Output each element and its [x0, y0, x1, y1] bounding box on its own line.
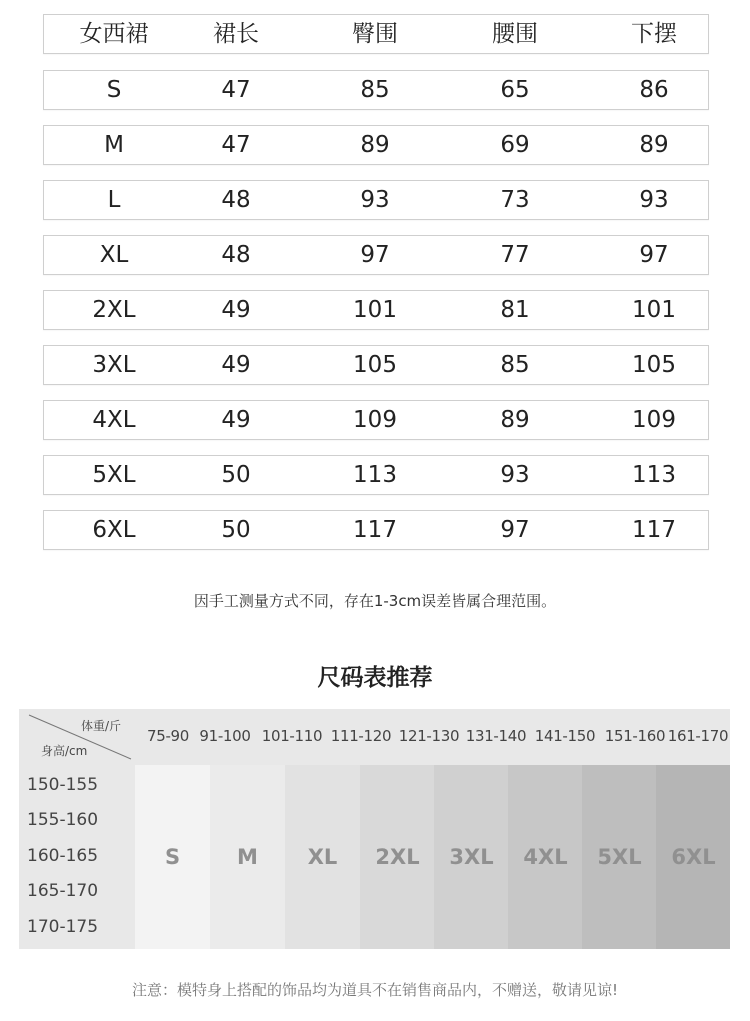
size-row-s	[43, 70, 709, 110]
height-range-label: 155-160	[27, 810, 99, 830]
size-row-2xl	[43, 290, 709, 330]
size-column-label: 2XL	[375, 845, 420, 869]
size-row-3xl	[43, 345, 709, 385]
hem-value: 89	[639, 132, 669, 158]
hip-value: 85	[360, 77, 390, 103]
waist-value: 85	[500, 352, 530, 378]
skirt-length-value: 49	[221, 352, 251, 378]
hip-value: 97	[360, 242, 390, 268]
disclaimer-note: 注意：模特身上搭配的饰品均为道具不在销售商品内，不赠送，敬请见谅!	[131, 981, 619, 999]
waist-value: 97	[500, 517, 530, 543]
size-label: 2XL	[92, 297, 136, 323]
measurement-note: 因手工测量方式不同，存在1-3cm误差皆属合理范围。	[193, 592, 557, 610]
height-range-label: 160-165	[27, 846, 99, 866]
size-column-label: 5XL	[597, 845, 642, 869]
weight-range-label: 131-140	[465, 727, 527, 745]
header-hip: 臀围	[352, 21, 398, 47]
skirt-length-value: 49	[221, 407, 251, 433]
height-range-label: 170-175	[27, 917, 99, 937]
size-row-6xl	[43, 510, 709, 550]
hem-value: 93	[639, 187, 669, 213]
hem-value: 105	[632, 352, 676, 378]
size-column-label: S	[164, 845, 181, 869]
skirt-length-value: 47	[221, 132, 251, 158]
hem-value: 101	[632, 297, 676, 323]
weight-axis-label: 体重/斤	[81, 719, 122, 733]
waist-value: 77	[500, 242, 530, 268]
weight-range-label: 111-120	[330, 727, 392, 745]
hip-value: 109	[353, 407, 397, 433]
waist-value: 81	[500, 297, 530, 323]
size-column-label: XL	[307, 845, 338, 869]
size-row-xl	[43, 235, 709, 275]
size-column-6xl	[656, 765, 730, 949]
size-column-s	[135, 765, 210, 949]
skirt-length-value: 50	[221, 462, 251, 488]
size-table-header-row	[43, 14, 709, 54]
size-label: 4XL	[92, 407, 136, 433]
hem-value: 86	[639, 77, 669, 103]
hem-value: 109	[632, 407, 676, 433]
weight-range-label: 91-100	[199, 727, 251, 745]
size-column-label: M	[237, 845, 258, 869]
size-column-label: 6XL	[671, 845, 716, 869]
weight-range-label: 101-110	[261, 727, 323, 745]
height-axis-label: 身高/cm	[41, 744, 88, 758]
hip-value: 101	[353, 297, 397, 323]
size-row-m	[43, 125, 709, 165]
size-label: 6XL	[92, 517, 136, 543]
height-range-label: 150-155	[27, 775, 99, 795]
header-hem: 下摆	[631, 21, 677, 47]
size-column-xl	[285, 765, 360, 949]
height-range-label: 165-170	[27, 881, 99, 901]
hem-value: 117	[632, 517, 676, 543]
recommendation-title: 尺码表推荐	[317, 665, 433, 691]
weight-range-label: 141-150	[534, 727, 596, 745]
size-label: 5XL	[92, 462, 136, 488]
size-column-2xl	[360, 765, 435, 949]
weight-range-label: 151-160	[604, 727, 666, 745]
corner-header	[19, 709, 135, 765]
size-recommendation-chart	[19, 709, 730, 949]
skirt-length-value: 49	[221, 297, 251, 323]
skirt-length-value: 47	[221, 77, 251, 103]
weight-range-label: 75-90	[146, 727, 190, 745]
size-label: L	[107, 187, 121, 213]
waist-value: 69	[500, 132, 530, 158]
hip-value: 89	[360, 132, 390, 158]
size-row-4xl	[43, 400, 709, 440]
weight-range-label: 121-130	[398, 727, 460, 745]
hip-value: 117	[353, 517, 397, 543]
weight-range-label: 161-170	[667, 727, 729, 745]
hem-value: 97	[639, 242, 669, 268]
size-column-m	[210, 765, 285, 949]
size-label: 3XL	[92, 352, 136, 378]
header-waist: 腰围	[492, 21, 538, 47]
hip-value: 93	[360, 187, 390, 213]
size-row-l	[43, 180, 709, 220]
hip-value: 105	[353, 352, 397, 378]
waist-value: 65	[500, 77, 530, 103]
size-column-3xl	[434, 765, 509, 949]
waist-value: 93	[500, 462, 530, 488]
header-product: 女西裙	[79, 21, 149, 47]
hem-value: 113	[632, 462, 676, 488]
waist-value: 73	[500, 187, 530, 213]
skirt-length-value: 48	[221, 242, 251, 268]
header-skirt-length: 裙长	[213, 21, 259, 47]
skirt-length-value: 50	[221, 517, 251, 543]
size-column-4xl	[508, 765, 583, 949]
size-column-label: 4XL	[523, 845, 568, 869]
waist-value: 89	[500, 407, 530, 433]
hip-value: 113	[353, 462, 397, 488]
size-label: S	[106, 77, 122, 103]
size-label: M	[104, 132, 124, 158]
size-label: XL	[99, 242, 129, 268]
size-column-label: 3XL	[449, 845, 494, 869]
skirt-length-value: 48	[221, 187, 251, 213]
size-column-5xl	[582, 765, 657, 949]
size-row-5xl	[43, 455, 709, 495]
